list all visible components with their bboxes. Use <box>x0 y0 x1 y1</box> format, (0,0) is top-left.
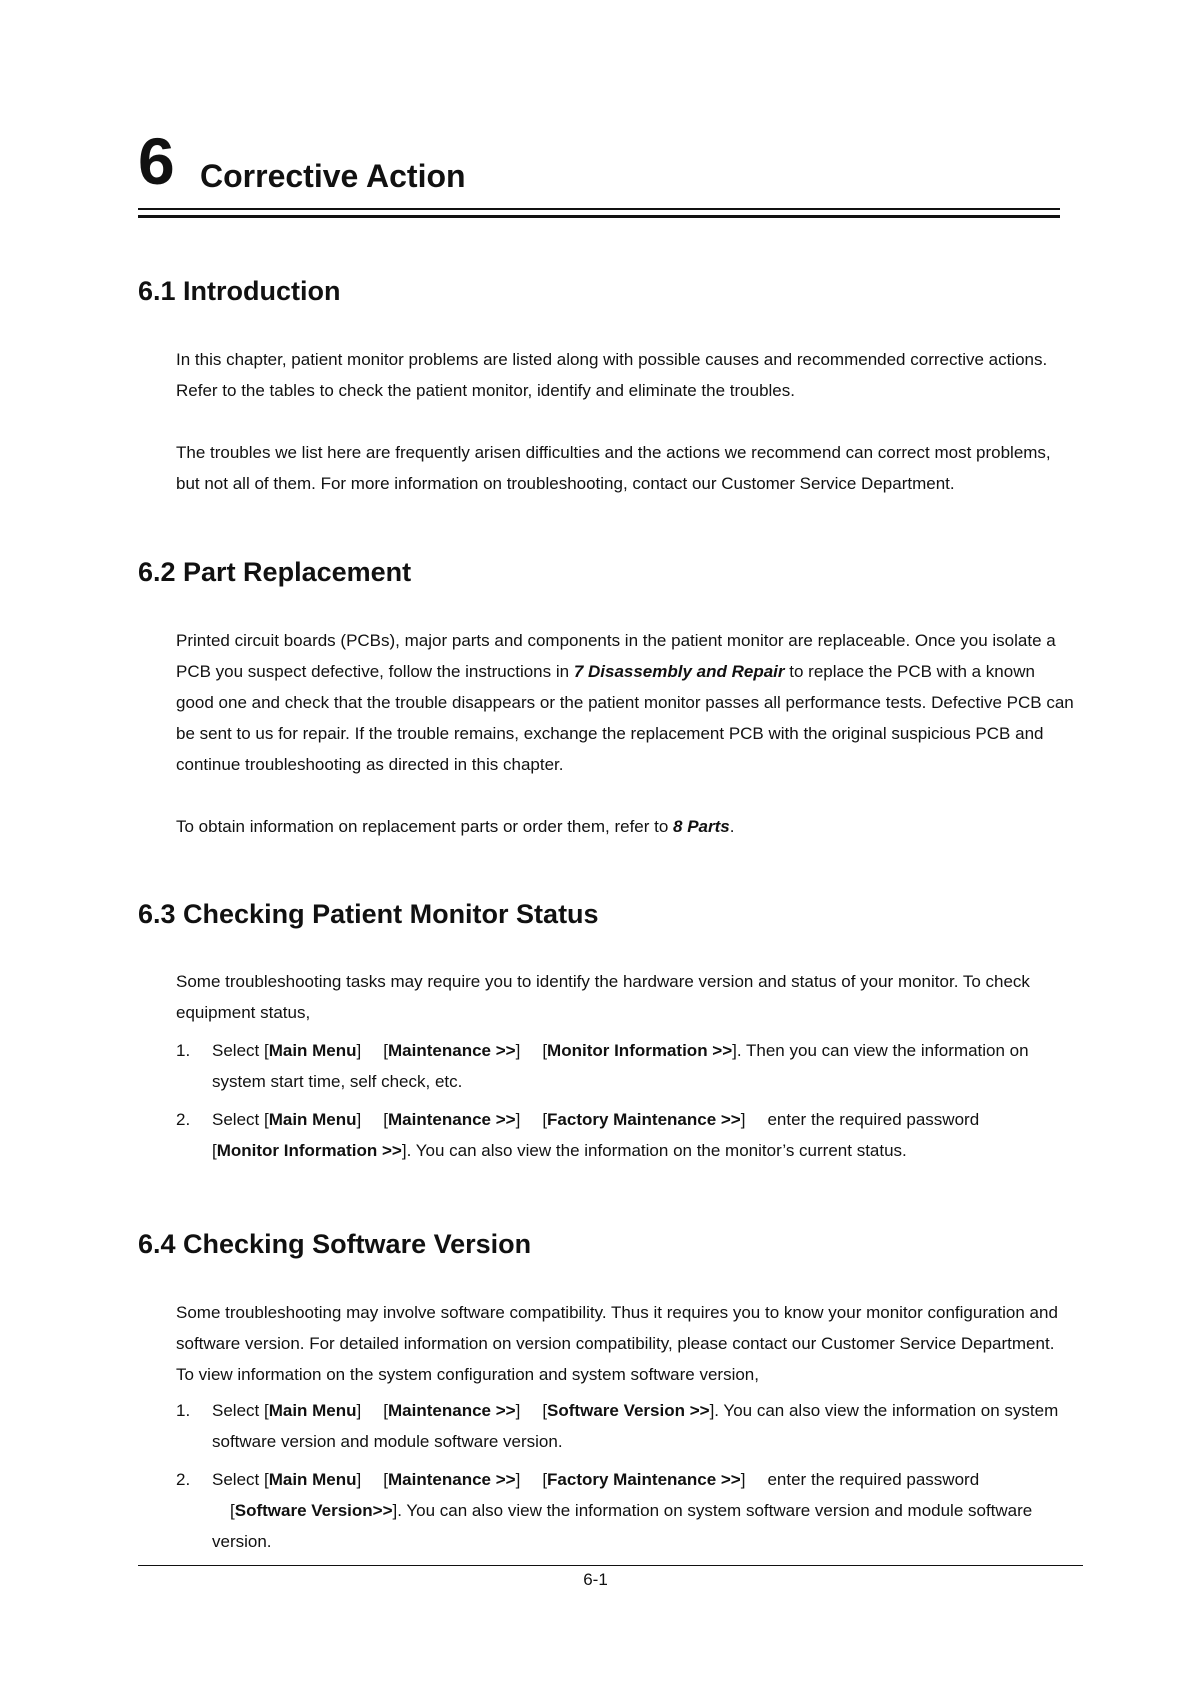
section-heading-software-version: 6.4 Checking Software Version <box>138 1229 532 1259</box>
introduction-paragraph-2: The troubles we list here are frequently arisen difficulties and the actions we recommend can correct most problems, but not all of them. For more information on troubleshooting, contact our Customer Service Department. <box>176 443 1051 493</box>
part-replacement-paragraph-2: To obtain information on replacement parts or order them, refer to 8 Parts. <box>176 817 735 836</box>
cross-reference-disassembly[interactable]: 7 Disassembly and Repair <box>573 662 785 681</box>
header-rule-thick <box>138 215 1060 218</box>
monitor-status-intro: Some troubleshooting tasks may require you to identify the hardware version and status of your monitor. To check equipment status, <box>176 972 1030 1022</box>
section-heading-part-replacement: 6.2 Part Replacement <box>138 557 412 587</box>
cross-reference-parts[interactable]: 8 Parts <box>673 817 730 836</box>
section-heading-introduction: 6.1 Introduction <box>138 276 341 306</box>
introduction-paragraph-1: In this chapter, patient monitor problems are listed along with possible causes and recommended corrective actions. Refer to the tables to check the patient monitor, identify and eliminate the troubles. <box>176 350 1048 400</box>
software-version-intro: Some troubleshooting may involve software compatibility. Thus it requires you to know your monitor configuration and software version. For detailed information on version compatibility, please contact our Customer Service Department. To view information on the system configuration and system software version, <box>176 1303 1058 1384</box>
footer-rule <box>138 1565 1083 1566</box>
section-heading-monitor-status: 6.3 Checking Patient Monitor Status <box>138 899 599 929</box>
part-replacement-paragraph-1: Printed circuit boards (PCBs), major parts and components in the patient monitor are replaceable. Once you isolate a PCB you suspect defective, follow the instructions in 7 Disassembly and Repair to replace the PCB with a known good one and check that the trouble disappears or the patient monitor passes all performance tests. Defective PCB can be sent to us for repair. If the trouble remains, exchange the replacement PCB with the original suspicious PCB and continue troubleshooting as directed in this chapter. <box>176 631 1074 774</box>
page-number: 6-1 <box>583 1570 608 1589</box>
chapter-title: Corrective Action <box>200 158 466 194</box>
header-rule <box>138 208 1060 210</box>
chapter-number: 6 <box>138 124 175 198</box>
